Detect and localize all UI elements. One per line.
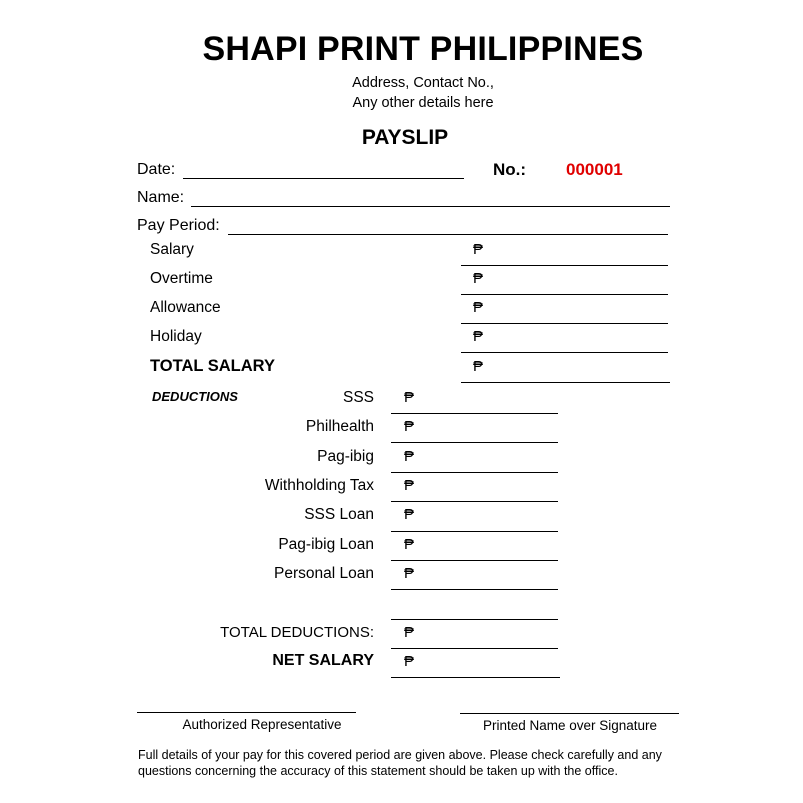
earning-salary-line[interactable] <box>461 265 668 266</box>
payslip-title: PAYSLIP <box>361 126 449 149</box>
pay-period-field-line[interactable] <box>228 234 668 235</box>
earning-salary-label: Salary <box>150 241 194 258</box>
deduction-sss-loan-line[interactable] <box>391 531 558 532</box>
deduction-extra-line[interactable] <box>391 619 558 620</box>
footer-note-line-1: Full details of your pay for this covered period are given above. Please check carefully and any <box>138 748 662 762</box>
net-salary-label: NET SALARY <box>272 652 374 669</box>
authorized-signature-line[interactable] <box>137 712 356 713</box>
earning-overtime-line[interactable] <box>461 294 668 295</box>
total-salary-label: TOTAL SALARY <box>150 357 275 375</box>
deductions-heading: DEDUCTIONS <box>152 389 238 404</box>
company-name: SHAPI PRINT PHILIPPINES <box>202 30 644 68</box>
peso-sign: ₱ <box>473 328 484 345</box>
number-label: No.: <box>493 160 527 179</box>
deduction-withholding-tax-line[interactable] <box>391 501 558 502</box>
footer-note-line-2: questions concerning the accuracy of this statement should be taken up with the office. <box>138 764 618 778</box>
deduction-sss-label: SSS <box>342 389 374 406</box>
company-address: Address, Contact No., <box>352 75 494 91</box>
peso-sign: ₱ <box>473 270 484 287</box>
deduction-personal-loan-label: Personal Loan <box>274 565 374 582</box>
deduction-philhealth-line[interactable] <box>391 442 558 443</box>
authorized-representative-label: Authorized Representative <box>182 717 342 732</box>
employee-signature-line[interactable] <box>460 713 679 714</box>
peso-sign: ₱ <box>473 299 484 316</box>
earning-holiday-label: Holiday <box>150 328 202 345</box>
total-deductions-label: TOTAL DEDUCTIONS: <box>220 624 374 641</box>
deduction-sss-loan-label: SSS Loan <box>304 506 374 523</box>
peso-sign: ₱ <box>404 653 415 670</box>
total-salary-line[interactable] <box>461 382 670 383</box>
earning-allowance-line[interactable] <box>461 323 668 324</box>
peso-sign: ₱ <box>404 389 415 406</box>
peso-sign: ₱ <box>404 624 415 641</box>
pay-period-label: Pay Period: <box>137 217 220 234</box>
deduction-philhealth-label: Philhealth <box>305 418 374 435</box>
date-field-line[interactable] <box>183 178 464 179</box>
deduction-sss-line[interactable] <box>391 413 558 414</box>
earning-allowance-label: Allowance <box>150 299 221 316</box>
deduction-pagibig-loan-line[interactable] <box>391 560 558 561</box>
peso-sign: ₱ <box>404 418 415 435</box>
deduction-pagibig-loan-label: Pag-ibig Loan <box>278 536 374 553</box>
name-field-line[interactable] <box>191 206 670 207</box>
net-salary-line[interactable] <box>391 677 560 678</box>
earning-overtime-label: Overtime <box>150 270 213 287</box>
peso-sign: ₱ <box>404 536 415 553</box>
peso-sign: ₱ <box>473 241 484 258</box>
peso-sign: ₱ <box>404 506 415 523</box>
peso-sign: ₱ <box>404 565 415 582</box>
earning-holiday-line[interactable] <box>461 352 668 353</box>
payslip-number: 000001 <box>566 160 623 179</box>
total-deductions-line[interactable] <box>391 648 558 649</box>
printed-name-label: Printed Name over Signature <box>482 718 658 733</box>
date-label: Date: <box>137 161 176 178</box>
deduction-pagibig-label: Pag-ibig <box>317 448 374 465</box>
peso-sign: ₱ <box>404 477 415 494</box>
company-details: Any other details here <box>352 95 494 111</box>
peso-sign: ₱ <box>404 448 415 465</box>
deduction-personal-loan-line[interactable] <box>391 589 558 590</box>
deduction-withholding-tax-label: Withholding Tax <box>264 477 374 494</box>
peso-sign: ₱ <box>473 358 484 375</box>
deduction-pagibig-line[interactable] <box>391 472 558 473</box>
name-label: Name: <box>137 189 185 206</box>
